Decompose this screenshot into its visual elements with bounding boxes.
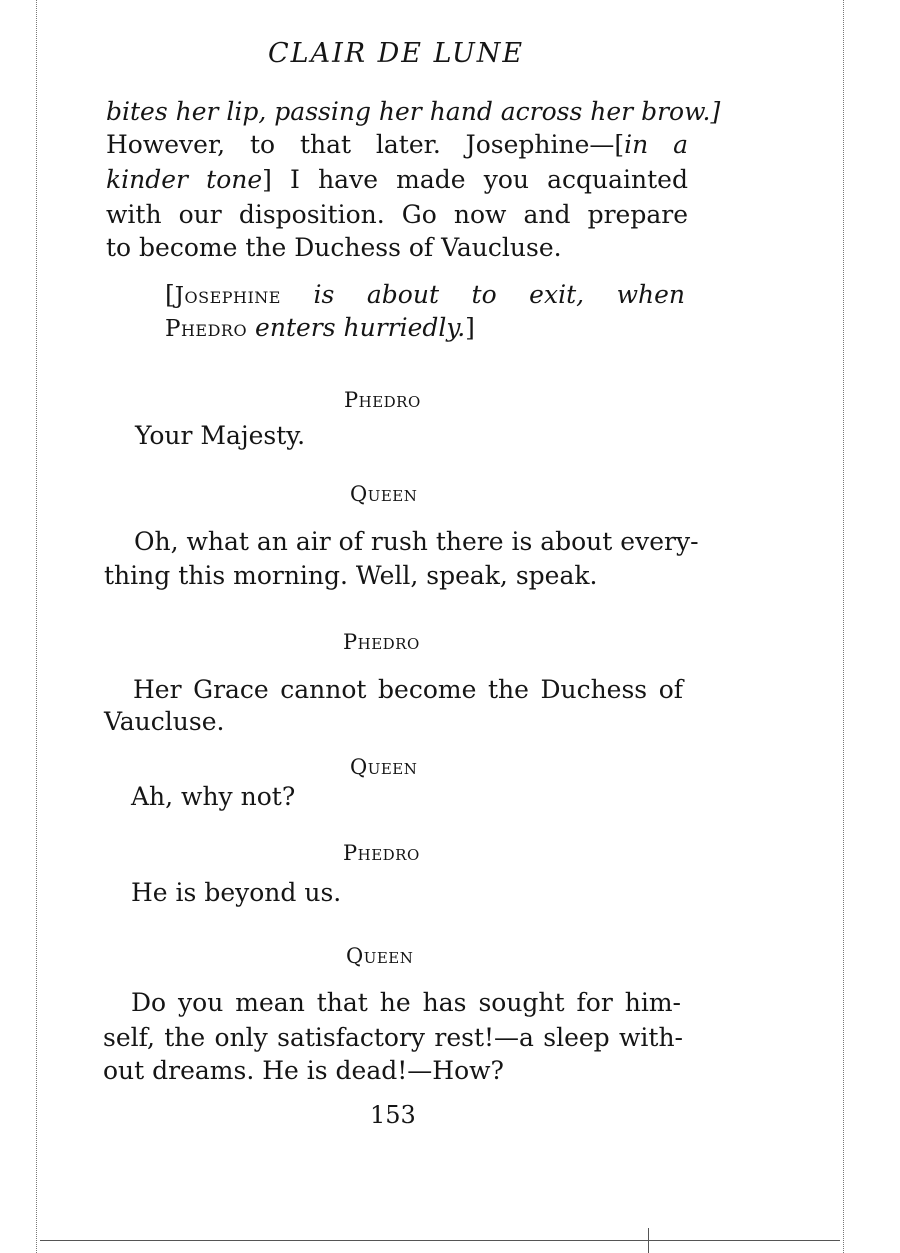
- right-edge-dots: [843, 0, 844, 1253]
- page-number: 153: [370, 1101, 416, 1129]
- stage-direction-name: Phedro: [165, 316, 248, 342]
- speaker-name: Phedro: [344, 388, 421, 412]
- speaker-name: Queen: [346, 944, 414, 968]
- dialogue-line: Ah, why not?: [131, 782, 296, 811]
- dialogue-line: self, the only satisfactory rest!—a sleep with-: [103, 1023, 683, 1052]
- dialogue-line: out dreams. He is dead!—How?: [103, 1056, 504, 1085]
- stage-direction-line-2: Phedro enters hurriedly.]: [165, 313, 475, 342]
- bottom-rule-tick: [648, 1228, 649, 1253]
- dialogue-line: Your Majesty.: [135, 421, 306, 450]
- stage-direction-bracket-open: [: [165, 280, 175, 309]
- speaker-name: Queen: [350, 755, 418, 779]
- text-line-1: bites her lip, passing her hand across her brow.]: [106, 97, 721, 126]
- dialogue-line: Vaucluse.: [104, 707, 225, 736]
- running-head: CLAIR DE LUNE: [268, 38, 525, 69]
- speaker-name: Phedro: [343, 630, 420, 654]
- speaker-name: Queen: [350, 482, 418, 506]
- text-line-5: to become the Duchess of Vaucluse.: [106, 233, 562, 262]
- dialogue-line: thing this morning. Well, speak, speak.: [104, 561, 598, 590]
- text-line-4: with our disposition. Go now and prepare: [106, 200, 688, 229]
- dialogue-line: He is beyond us.: [131, 878, 342, 907]
- text-line-2: However, to that later. Josephine—[in a: [106, 130, 688, 159]
- left-edge-dots: [36, 0, 37, 1253]
- speaker-name: Phedro: [343, 841, 420, 865]
- dialogue-line: Her Grace cannot become the Duchess of: [133, 675, 683, 704]
- bottom-rule: [40, 1240, 840, 1241]
- text-line-3: kinder tone] I have made you acquainted: [106, 165, 688, 194]
- dialogue-line: Do you mean that he has sought for him-: [131, 988, 681, 1017]
- stage-direction-name: Josephine: [174, 283, 281, 309]
- stage-direction-line-1: [Josephine is about to exit, when: [165, 280, 685, 309]
- dialogue-line: Oh, what an air of rush there is about every-: [134, 527, 699, 556]
